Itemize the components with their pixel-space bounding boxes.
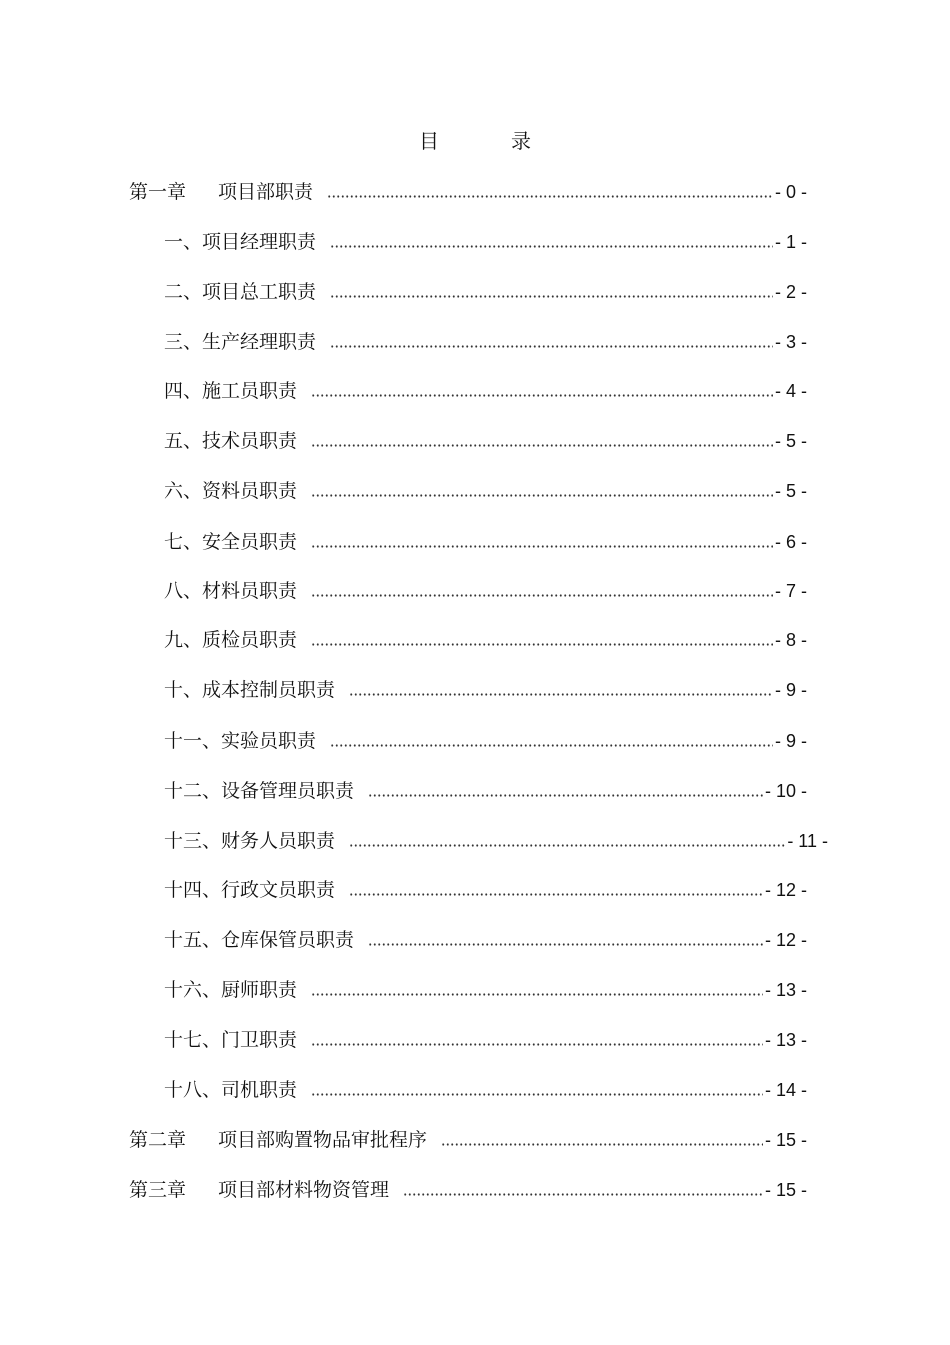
toc-page-number: - 2 - (774, 282, 807, 302)
dot-leader (441, 1142, 763, 1147)
dot-leader (368, 942, 763, 947)
toc-page-number: - 10 - (764, 781, 807, 801)
toc-entry-label: 十三、财务人员职责 (164, 830, 336, 852)
toc-entry-section[interactable] (164, 478, 807, 504)
toc-entry-label: 项目部购置物品审批程序 (218, 1129, 428, 1151)
chapter-number: 第二章 (129, 1129, 187, 1151)
toc-entry-label: 一、项目经理职责 (164, 231, 317, 253)
toc-page-number: - 6 - (774, 532, 807, 552)
toc-entry-label: 四、施工员职责 (164, 380, 298, 402)
toc-entry-chapter-2[interactable] (129, 1127, 807, 1153)
dot-leader (311, 1042, 763, 1047)
toc-entry-label: 十一、实验员职责 (164, 730, 317, 752)
dot-leader (311, 544, 773, 549)
dot-leader (349, 843, 785, 848)
dot-leader (311, 593, 773, 598)
chapter-number: 第一章 (129, 181, 187, 203)
toc-page-number: - 7 - (774, 581, 807, 601)
toc-entry-label: 十五、仓库保管员职责 (164, 929, 355, 951)
toc-entry-label: 六、资料员职责 (164, 480, 298, 502)
toc-entry-label: 项目部材料物资管理 (218, 1179, 390, 1201)
toc-entry-section[interactable] (164, 1077, 807, 1103)
toc-page-number: - 14 - (764, 1080, 807, 1100)
toc-page-number: - 13 - (764, 1030, 807, 1050)
toc-entry-chapter-3[interactable] (129, 1177, 807, 1203)
toc-page-number: - 13 - (764, 980, 807, 1000)
dot-leader (330, 244, 773, 249)
dot-leader (403, 1192, 763, 1197)
toc-page-number: - 9 - (774, 731, 807, 751)
toc-page-number: - 15 - (764, 1180, 807, 1200)
toc-page-number: - 4 - (774, 381, 807, 401)
toc-page-number: - 9 - (774, 680, 807, 700)
toc-entry-section[interactable] (164, 229, 807, 255)
toc-entry-section[interactable] (164, 428, 807, 454)
toc-page-number: - 5 - (774, 431, 807, 451)
toc-entry-section[interactable] (164, 828, 828, 854)
chapter-number: 第三章 (129, 1179, 187, 1201)
toc-entry-section[interactable] (164, 578, 807, 604)
toc-page-number: - 15 - (764, 1130, 807, 1150)
dot-leader (311, 393, 773, 398)
toc-page-number: - 12 - (764, 930, 807, 950)
toc-entry-section[interactable] (164, 279, 807, 305)
toc-entry-label: 五、技术员职责 (164, 430, 298, 452)
toc-entry-label: 十二、设备管理员职责 (164, 780, 355, 802)
toc-page-number: - 8 - (774, 630, 807, 650)
toc-entry-section[interactable] (164, 627, 807, 653)
toc-page-number: - 3 - (774, 332, 807, 352)
toc-entry-section[interactable] (164, 728, 807, 754)
toc-entry-section[interactable] (164, 378, 807, 404)
toc-entry-label: 十、成本控制员职责 (164, 679, 336, 701)
dot-leader (330, 743, 773, 748)
toc-entry-label: 二、项目总工职责 (164, 281, 317, 303)
toc-entry-label: 项目部职责 (218, 181, 314, 203)
toc-page-number: - 11 - (787, 831, 828, 851)
dot-leader (368, 793, 763, 798)
toc-entry-section[interactable] (164, 927, 807, 953)
toc-entry-section[interactable] (164, 977, 807, 1003)
toc-page-number: - 5 - (774, 481, 807, 501)
dot-leader (311, 992, 763, 997)
toc-entry-label: 十八、司机职责 (164, 1079, 298, 1101)
dot-leader (311, 443, 773, 448)
toc-entry-section[interactable] (164, 529, 807, 555)
toc-entry-chapter-1[interactable] (129, 179, 807, 205)
dot-leader (349, 692, 773, 697)
toc-page-number: - 12 - (764, 880, 807, 900)
toc-entry-section[interactable] (164, 778, 807, 804)
dot-leader (330, 294, 773, 299)
dot-leader (349, 892, 763, 897)
toc-entry-label: 十四、行政文员职责 (164, 879, 336, 901)
dot-leader (330, 344, 773, 349)
toc-entry-section[interactable] (164, 877, 807, 903)
toc-entry-section[interactable] (164, 1027, 807, 1053)
toc-entry-label: 三、生产经理职责 (164, 331, 317, 353)
toc-entry-label: 十七、门卫职责 (164, 1029, 298, 1051)
toc-entry-label: 十六、厨师职责 (164, 979, 298, 1001)
dot-leader (311, 642, 773, 647)
dot-leader (311, 1092, 763, 1097)
dot-leader (311, 493, 773, 498)
toc-entry-section[interactable] (164, 677, 807, 703)
toc-title: 目 录 (419, 129, 557, 153)
toc-page-number: - 1 - (774, 232, 807, 252)
toc-entry-label: 七、安全员职责 (164, 531, 298, 553)
toc-entry-label: 八、材料员职责 (164, 580, 298, 602)
toc-entry-section[interactable] (164, 329, 807, 355)
toc-page-number: - 0 - (774, 182, 807, 202)
toc-entry-label: 九、质检员职责 (164, 629, 298, 651)
dot-leader (327, 194, 773, 199)
